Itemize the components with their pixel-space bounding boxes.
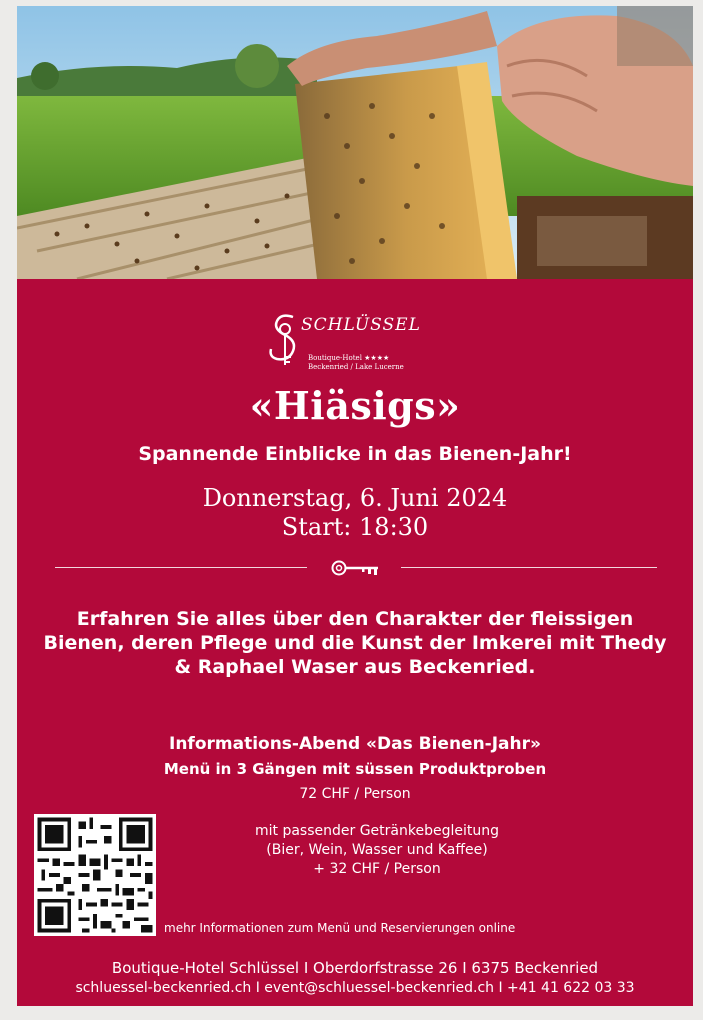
divider-left [55,567,307,568]
logo-subline-hotel: Boutique-Hotel ★★★★ [308,354,390,362]
footer-contact: schluessel-beckenried.ch I event@schluessel-beckenried.ch I +41 41 622 03 33 [75,980,635,996]
qr-code[interactable] [34,814,156,936]
event-description [17,607,693,679]
logo-brand: SCHLÜSSEL [301,315,421,335]
description-line: Erfahren Sie alles über den Charakter der fleissigen [76,608,634,630]
description-line: Bienen, deren Pflege und die Kunst der Imkerei mit Thedy [43,632,667,654]
event-title: «Hiäsigs» [249,383,461,428]
beverage-price: + 32 CHF / Person [313,861,441,877]
hotel-logo [267,311,421,373]
offer-title: Informations-Abend «Das Bienen-Jahr» [169,734,541,754]
divider-right [401,567,657,568]
key-icon [330,558,382,578]
logo-subline-location: Beckenried / Lake Lucerne [308,363,404,371]
event-date: Donnerstag, 6. Juni 2024 [202,484,508,512]
event-poster [17,6,693,1006]
offer-price: 72 CHF / Person [299,786,411,802]
more-info-text: mehr Informationen zum Menü und Reservierungen online [164,921,516,935]
event-subtitle: Spannende Einblicke in das Bienen-Jahr! [138,443,572,465]
event-start-time: Start: 18:30 [281,513,429,541]
beverage-details: (Bier, Wein, Wasser und Kaffee) [266,842,488,858]
offer-menu: Menü in 3 Gängen mit süssen Produktproben [163,760,547,778]
beverage-line: mit passender Getränkebegleitung [255,823,499,839]
description-line: & Raphael Waser aus Beckenried. [174,656,536,678]
beekeeping-photo [17,6,693,279]
footer-address: Boutique-Hotel Schlüssel I Oberdorfstrasse 26 I 6375 Beckenried [111,959,599,977]
